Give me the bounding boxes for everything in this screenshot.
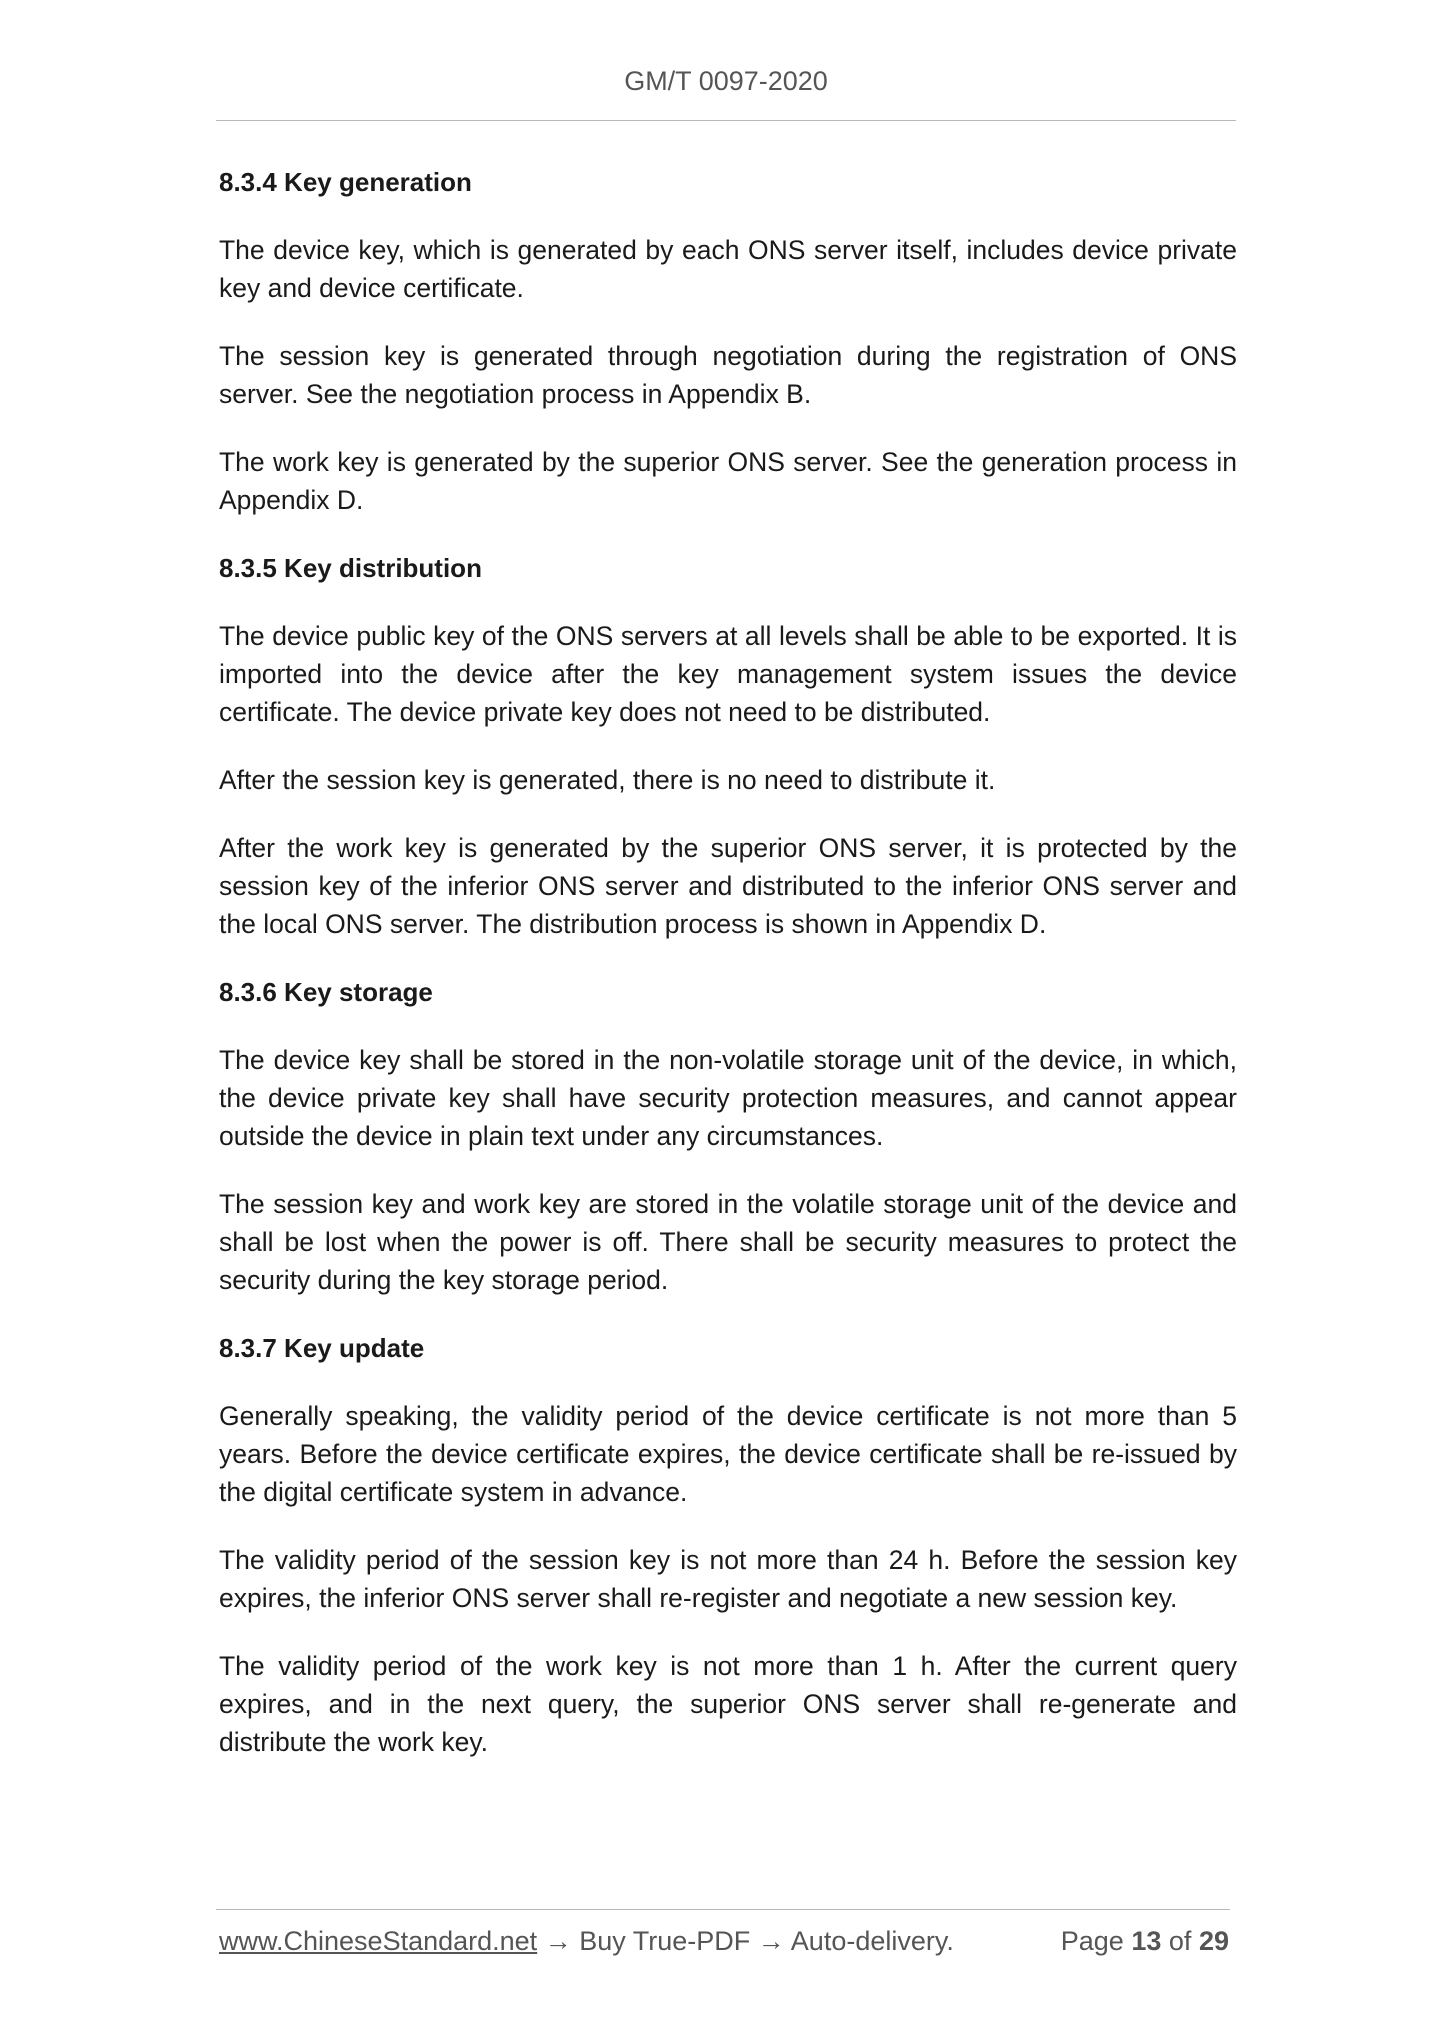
paragraph: Generally speaking, the validity period of the device certificate is not more than 5 years. Before the device certificate expires, the device certificate shall be re-issued by the digital certificate system in advance. [219, 1401, 1237, 1507]
section-heading: 8.3.4 Key generation [219, 167, 472, 197]
section-8-3-6 [219, 973, 1237, 1299]
paragraph: The session key is generated through negotiation during the registration of ONS server. See the negotiation process in Appendix B. [219, 341, 1237, 409]
document-body [219, 163, 1237, 1791]
paragraph: After the work key is generated by the superior ONS server, it is protected by the session key of the inferior ONS server and distributed to the inferior ONS server and the local ONS server. The distribution process is shown in Appendix D. [219, 833, 1237, 939]
website-link[interactable]: www.ChineseStandard.net [219, 1926, 538, 1956]
arrow-right-icon: → [544, 1926, 572, 1956]
section-heading: 8.3.7 Key update [219, 1333, 425, 1363]
section-8-3-7 [219, 1329, 1237, 1761]
paragraph: The device public key of the ONS servers at all levels shall be able to be exported. It is imported into the device after the key management system issues the device certificate. The device private key does not need to be distributed. [219, 621, 1237, 727]
paragraph: The device key shall be stored in the non-volatile storage unit of the device, in which, the device private key shall have security protection measures, and cannot appear outside the device in plain text under any circumstances. [219, 1045, 1237, 1151]
paragraph: The work key is generated by the superior ONS server. See the generation process in Appendix D. [219, 447, 1237, 515]
of-label: of [1168, 1926, 1192, 1956]
section-8-3-5 [219, 549, 1237, 943]
header-divider [216, 120, 1236, 121]
footer-promo [219, 1926, 954, 1957]
paragraph: After the session key is generated, there is no need to distribute it. [219, 765, 996, 795]
page-header [216, 66, 1236, 97]
section-heading: 8.3.5 Key distribution [219, 553, 482, 583]
paragraph: The validity period of the session key is not more than 24 h. Before the session key expires, the inferior ONS server shall re-register and negotiate a new session key. [219, 1545, 1237, 1613]
paragraph: The validity period of the work key is not more than 1 h. After the current query expires, and in the next query, the superior ONS server shall re-generate and distribute the work key. [219, 1651, 1237, 1757]
footer-divider [216, 1909, 1230, 1910]
total-pages: 29 [1198, 1926, 1229, 1956]
page-label: Page [1060, 1926, 1124, 1956]
doc-id: GM/T 0097-2020 [624, 66, 828, 96]
delivery-text: Auto-delivery. [790, 1926, 954, 1956]
paragraph: The device key, which is generated by each ONS server itself, includes device private key and device certificate. [219, 235, 1237, 303]
buy-text: Buy True-PDF [579, 1926, 751, 1956]
current-page: 13 [1131, 1926, 1162, 1956]
page-number [1061, 1926, 1229, 1957]
paragraph: The session key and work key are stored in the volatile storage unit of the device and shall be lost when the power is off. There shall be security measures to protect the security during the key storage period. [219, 1189, 1237, 1295]
section-heading: 8.3.6 Key storage [219, 977, 433, 1007]
arrow-right-icon: → [757, 1926, 785, 1956]
section-8-3-4 [219, 163, 1237, 519]
